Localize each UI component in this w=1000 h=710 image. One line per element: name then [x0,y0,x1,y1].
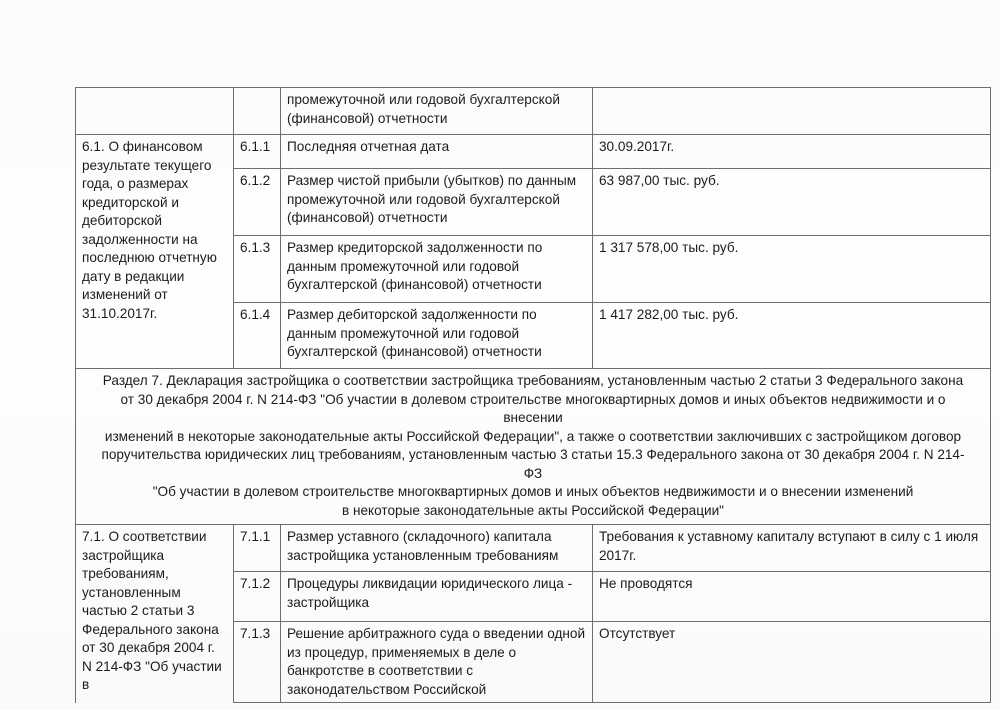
group-cell-empty [76,88,234,135]
item-label: Последняя отчетная дата [281,135,593,169]
section-7-heading-row [76,369,991,525]
item-label: промежуточной или годовой бухгалтерской (финансовой) отчетности [281,88,593,135]
item-number: 7.1.3 [234,622,281,703]
item-number: 6.1.1 [234,135,281,169]
item-label: Решение арбитражного суда о введении одной из процедур, применяемых в деле о банкротстве в соответствии с законодательством Российской [281,622,593,703]
section-7-heading [76,369,991,525]
item-label: Размер кредиторской задолженности по данным промежуточной или годовой бухгалтерской (финансовой) отчетности [281,236,593,303]
item-value: Отсутствует [593,622,991,703]
item-value: Не проводятся [593,572,991,622]
item-number: 6.1.4 [234,303,281,369]
section-heading-line: поручительства юридических лиц требованиям, установленным частью 3 статьи 15.3 Федерального закона от 30 декабря 2004 г. N 214-ФЗ [101,447,965,481]
section-heading-line: в некоторые законодательные акты Российской Федерации" [341,502,725,518]
item-number-empty [234,88,281,135]
item-value: 1 417 282,00 тыс. руб. [593,303,991,369]
item-number: 6.1.2 [234,169,281,236]
table-row-7-1-1 [76,525,991,572]
declaration-table [75,87,991,703]
item-value: 1 317 578,00 тыс. руб. [593,236,991,303]
section-heading-line: Раздел 7. Декларация застройщика о соответствии застройщика требованиям, установленным частью 2 статьи 3 Федерального закона [102,373,964,388]
table-row-6-1-1 [76,135,991,169]
item-label: Размер уставного (складочного) капитала застройщика установленным требованиям [281,525,593,572]
item-value-empty [593,88,991,135]
item-number: 7.1.1 [234,525,281,572]
item-label: Размер чистой прибыли (убытков) по данным промежуточной или годовой бухгалтерской (финансовой) отчетности [281,169,593,236]
section-heading-line: от 30 декабря 2004 г. N 214-ФЗ "Об участии в долевом строительстве многоквартирных домов и иных объектов недвижимости и о внесении [120,391,946,425]
item-number: 7.1.2 [234,572,281,622]
group-title-7-1: 7.1. О соответствии застройщика требованиям, установленным частью 2 статьи 3 Федерального закона от 30 декабря 2004 г. N 214-ФЗ "Об участии в [76,525,234,703]
section-heading-line: "Об участии в долевом строительстве многоквартирных домов и иных объектов недвижимости и о внесении изменений [152,484,914,499]
item-label: Размер дебиторской задолженности по данным промежуточной или годовой бухгалтерской (финансовой) отчетности [281,303,593,369]
item-number: 6.1.3 [234,236,281,303]
section-heading-line: изменений в некоторые законодательные акты Российской Федерации", а также о соответствии заключивших с застройщиком договор [104,428,962,444]
group-title-6-1: 6.1. О финансовом результате текущего года, о размерах кредиторской и дебиторской задолженности на последнюю отчетную дату в редакции изменений от 31.10.2017г. [76,135,234,369]
item-value: 30.09.2017г. [593,135,991,169]
item-value: Требования к уставному капиталу вступают в силу с 1 июля 2017г. [593,525,991,572]
item-value: 63 987,00 тыс. руб. [593,169,991,236]
table-row-continued [76,88,991,135]
item-label: Процедуры ликвидации юридического лица - застройщика [281,572,593,622]
